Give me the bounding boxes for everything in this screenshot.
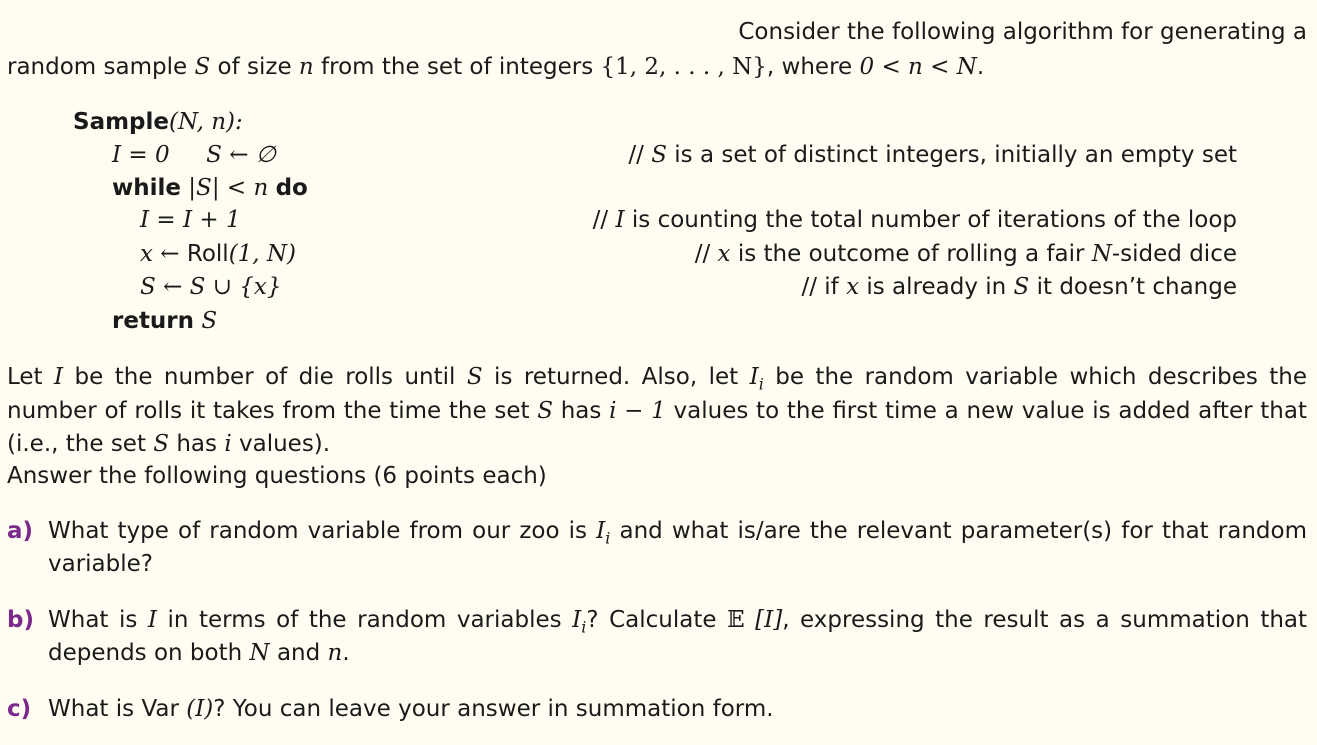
- question-text: .: [342, 640, 350, 666]
- math-S: S: [466, 364, 483, 390]
- question-c-label: [7, 694, 31, 724]
- math-expectation-arg: [I]: [744, 607, 783, 633]
- paragraph-1-line-1: [7, 362, 1307, 400]
- question-text: and: [269, 640, 328, 666]
- paragraph-1-line-3: [7, 429, 330, 459]
- math-I-i: I: [749, 364, 759, 390]
- question-a-line-1: [48, 516, 1307, 554]
- comment-text: it doesn’t change: [1029, 274, 1237, 300]
- question-text: What type of random variable from our zoo is: [48, 518, 597, 544]
- question-text: and what is/are the relevant parameter(s) for that random: [610, 518, 1307, 544]
- math-var-arg: (I): [178, 696, 214, 722]
- algo-incr-code: I = I + 1: [140, 207, 241, 233]
- algo-return-var: S: [194, 308, 218, 334]
- question-text: variable?: [48, 551, 153, 577]
- question-text: What is: [48, 607, 148, 633]
- comment-text: -sided dice: [1111, 241, 1237, 267]
- body-text: be the number of die rolls until: [63, 364, 467, 390]
- math-x: x: [717, 241, 731, 267]
- body-text: has: [169, 431, 225, 457]
- algo-while-cond: |S| < n: [181, 175, 276, 201]
- body-text: is returned. Also, let: [482, 364, 750, 390]
- question-c-line-1: [48, 694, 774, 724]
- comment-text: is a set of distinct integers, initially an empty set: [666, 142, 1237, 168]
- question-text: depends on both: [48, 640, 250, 666]
- algo-union-code: S ← S ∪ {x}: [140, 274, 282, 300]
- intro-text: random sample: [7, 54, 195, 80]
- math-i-minus-1: i − 1: [609, 398, 666, 424]
- paragraph-2: [7, 461, 547, 491]
- math-expectation: 𝔼: [727, 607, 745, 633]
- question-b-line-2: [48, 638, 350, 668]
- algo-roll-comment: [0, 239, 1237, 269]
- math-N: N: [1091, 241, 1112, 267]
- algo-roll-assign: x ←: [140, 241, 187, 267]
- algo-while: [112, 173, 308, 203]
- question-text: ? You can leave your answer in summation form.: [213, 696, 774, 722]
- math-x: x: [846, 274, 860, 300]
- comment-text: is already in: [859, 274, 1014, 300]
- math-I-i: I: [596, 518, 606, 544]
- algo-roll-args: (1, N): [228, 241, 297, 267]
- body-text: has: [552, 398, 610, 424]
- algo-roll-fn: Roll: [186, 241, 229, 267]
- intro-text: .: [976, 54, 985, 80]
- comment-text: is the outcome of rolling a fair: [730, 241, 1092, 267]
- question-a-line-2: [48, 549, 153, 579]
- math-inequality: 0 < n < N: [859, 54, 977, 80]
- math-S: S: [153, 431, 170, 457]
- body-text: Answer the following questions (6 points each): [7, 463, 547, 489]
- math-S: S: [1013, 274, 1030, 300]
- paragraph-1-line-2: [7, 396, 1307, 426]
- question-label: b): [7, 607, 34, 633]
- comment-text: //: [592, 207, 616, 233]
- body-text: number of rolls it takes from the time the set: [7, 398, 538, 424]
- keyword-do: do: [275, 175, 308, 201]
- intro-text: from the set of integers: [313, 54, 601, 80]
- question-text: What is: [48, 696, 142, 722]
- body-text: values to the first time a new value is added after that: [665, 398, 1307, 424]
- question-label: a): [7, 518, 34, 544]
- intro-text-1: Consider the following algorithm for generating a: [738, 19, 1307, 45]
- intro-line-1: [0, 17, 1307, 47]
- algo-header: [73, 107, 243, 137]
- body-text: Let: [7, 364, 55, 390]
- algo-init-comment: [0, 140, 1237, 170]
- comment-text: //: [694, 241, 718, 267]
- math-I: I: [147, 607, 157, 633]
- math-I-i: I: [572, 607, 582, 633]
- keyword-return: return: [112, 308, 195, 334]
- algo-args: (N, n):: [169, 109, 243, 135]
- algo-union-comment: [0, 272, 1237, 302]
- intro-line-2: [7, 52, 984, 82]
- math-S: S: [651, 142, 667, 168]
- math-n: n: [298, 54, 314, 80]
- body-text: be the random variable which describes the: [763, 364, 1308, 390]
- body-text: (i.e., the set: [7, 431, 154, 457]
- body-text: values).: [231, 431, 331, 457]
- question-label: c): [7, 696, 32, 722]
- comment-text: is counting the total number of iterations of the loop: [624, 207, 1237, 233]
- algo-incr-comment: [0, 205, 1237, 235]
- math-I: I: [54, 364, 64, 390]
- math-S: S: [194, 54, 211, 80]
- intro-text: , where: [766, 54, 860, 80]
- question-a-label: [7, 516, 33, 546]
- math-N: N: [249, 640, 270, 666]
- math-subscript-i: i: [605, 528, 611, 548]
- comment-text: // if: [801, 274, 847, 300]
- algo-init-code: I = 0 S ← ∅: [112, 142, 276, 168]
- math-subscript-i: i: [581, 617, 587, 637]
- comment-text: //: [628, 142, 652, 168]
- math-i: i: [224, 431, 232, 457]
- algo-return: [112, 306, 217, 336]
- intro-text: of size: [210, 54, 299, 80]
- question-text: in terms of the random variables: [156, 607, 573, 633]
- question-b-label: [7, 605, 34, 635]
- question-b-line-1: [48, 605, 1307, 643]
- math-n: n: [327, 640, 343, 666]
- math-var: Var: [141, 696, 179, 722]
- math-S: S: [537, 398, 553, 424]
- question-text: ? Calculate: [586, 607, 728, 633]
- question-text: , expressing the result as a summation that: [782, 607, 1308, 633]
- math-set: {1, 2, . . . , N}: [600, 54, 767, 80]
- keyword-while: while: [112, 175, 181, 201]
- algo-name: Sample: [73, 109, 169, 135]
- math-I: I: [615, 207, 625, 233]
- math-subscript-i: i: [758, 374, 764, 394]
